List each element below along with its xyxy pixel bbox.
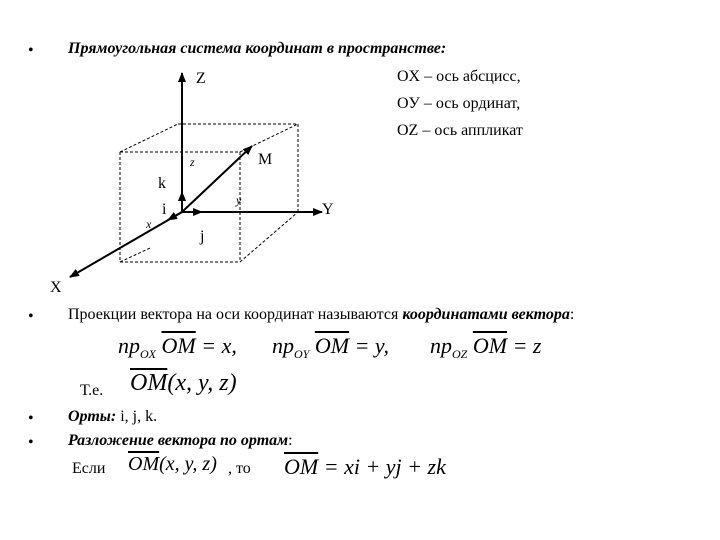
orts-label: Орты:: [68, 408, 117, 425]
label-small-y: y: [236, 193, 242, 207]
bullet-4: •: [28, 434, 34, 451]
legend-oy: OУ – ось ординат,: [397, 95, 521, 112]
proj-sub-x: OX: [140, 347, 156, 361]
proj-sub-y: OY: [294, 347, 310, 361]
esli-then: , то: [228, 460, 251, 477]
te-label: Т.е.: [80, 382, 104, 399]
heading-coordinate-system: Прямоугольная система координат в пространстве:: [68, 40, 447, 57]
orts-values: i, j, k.: [116, 408, 158, 425]
te-args: (x, y, z): [167, 370, 237, 396]
decomposition-formula: [284, 454, 446, 480]
bullet-1: •: [28, 42, 34, 59]
formula-proj-y: [272, 333, 389, 362]
esli-label: Если: [72, 460, 106, 477]
esli-args: (x, y, z): [159, 453, 217, 475]
label-z: Z: [196, 70, 206, 87]
vec-om-y: $\overline{OM}$: [314, 333, 350, 358]
eq-x: = x,: [195, 333, 237, 358]
label-small-z: z: [190, 155, 195, 169]
eq-z: = z: [507, 333, 542, 358]
label-m: M: [258, 151, 273, 168]
label-k: k: [158, 175, 166, 192]
projections-prefix: Проекции вектора на оси координат называются: [68, 306, 403, 323]
unit-vector-i: [168, 212, 182, 220]
orts-line: [68, 408, 157, 426]
proj-symbol-x: np: [118, 333, 140, 358]
x-axis: [70, 212, 182, 277]
proj-symbol-y: np: [272, 333, 294, 358]
label-small-x: x: [146, 217, 152, 231]
projections-suffix: :: [569, 306, 575, 323]
formula-proj-z: [430, 333, 541, 362]
formula-rhs: = xi + yj + zk: [318, 454, 446, 479]
formula-vec-om: $\overline{OM}$: [284, 454, 319, 479]
label-j: j: [200, 228, 205, 245]
vec-om-z: $\overline{OM}$: [472, 333, 508, 358]
legend-ox: OX – ось абсцисс,: [397, 68, 521, 85]
decomposition-colon: :: [288, 432, 293, 449]
eq-y: = y,: [349, 333, 389, 358]
proj-symbol-z: np: [430, 333, 452, 358]
legend-oz: OZ – ось аппликат: [397, 122, 523, 139]
projections-sentence: [68, 306, 574, 324]
proj-sub-z: OZ: [452, 347, 468, 361]
label-x: X: [50, 279, 62, 296]
te-formula: [130, 370, 237, 397]
bullet-2: •: [28, 308, 34, 325]
decomposition-line: [68, 432, 293, 450]
esli-condition: [128, 453, 217, 476]
vec-om-x: $\overline{OM}$: [161, 333, 196, 358]
label-i: i: [162, 201, 167, 218]
projections-emphasis: координатами вектора: [402, 306, 570, 323]
formula-proj-x: [118, 333, 237, 362]
esli-vec-om: $\overline{OM}$: [128, 453, 160, 475]
te-vec-om: $\overline{OM}$: [130, 370, 168, 396]
dashed-parallelepiped: [120, 124, 298, 262]
bullet-3: •: [28, 410, 34, 427]
decomposition-label: Разложение вектора по ортам: [68, 432, 289, 449]
label-y: Y: [322, 201, 334, 218]
